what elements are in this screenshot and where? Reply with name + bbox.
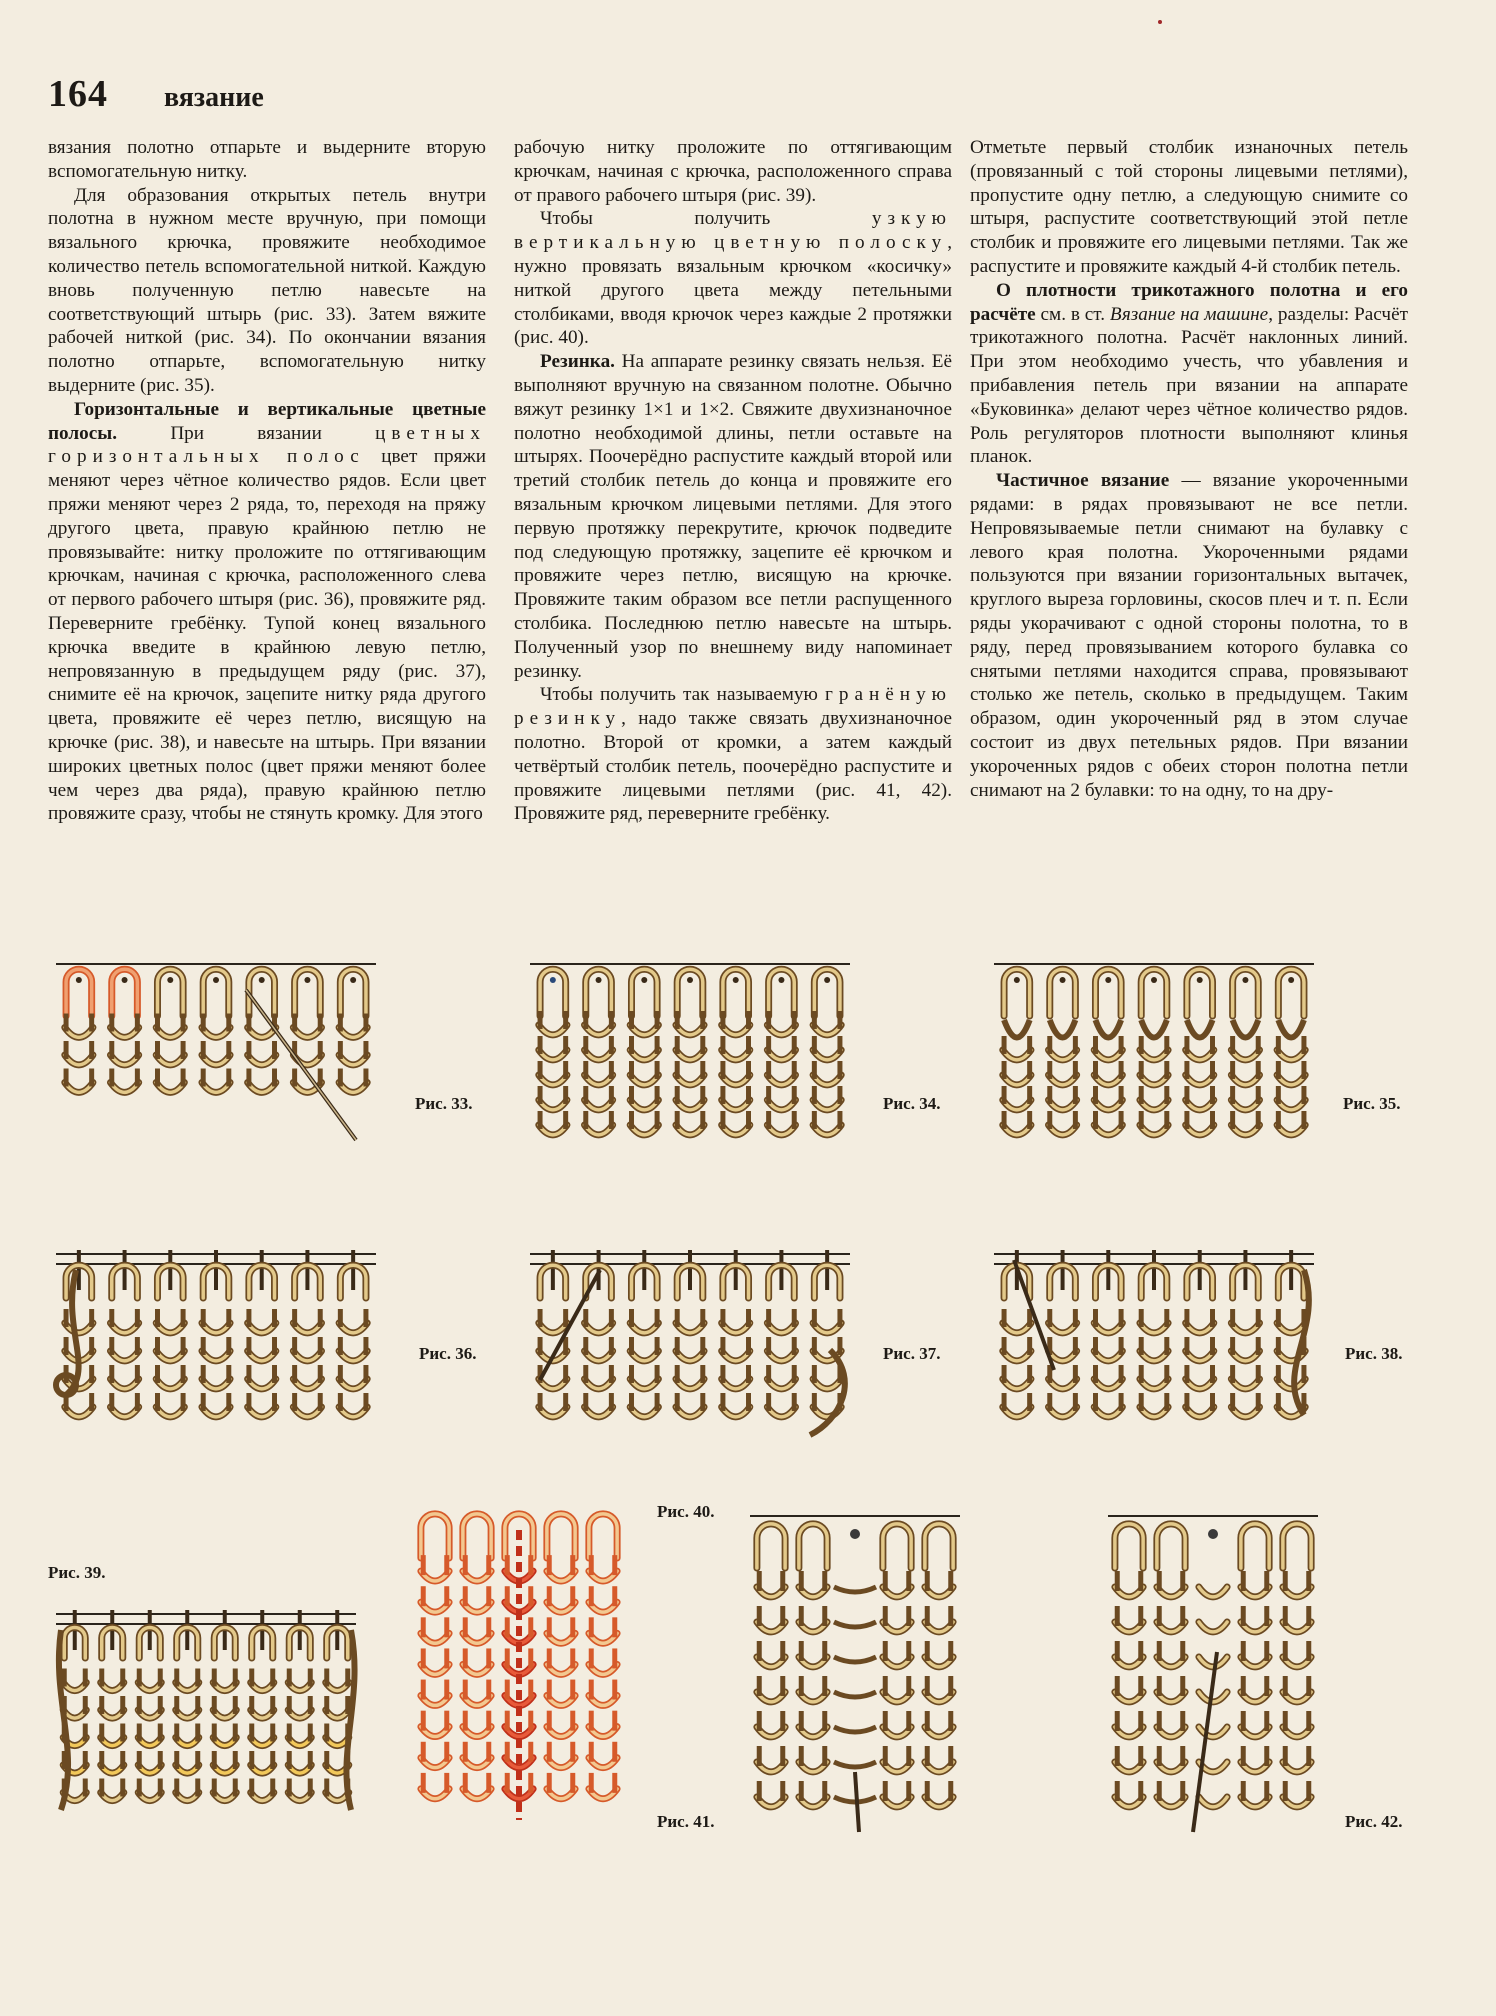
comb-pin [688,1250,692,1290]
needle-pin [1060,977,1066,983]
knitting-illustration-38 [994,1250,1314,1445]
figure-37 [530,1250,850,1445]
comb-pin [1289,1250,1293,1290]
page-number: 164 [48,73,108,115]
ladder-strand [834,1622,876,1627]
comb-pin [734,1250,738,1290]
top-stitch-loop [1233,969,1259,1016]
needle-pin [213,977,219,983]
paragraph-heading: О плотности трикотажного полотна и его расчёте [970,279,1408,325]
caption-fig-37: Рис. 37. [883,1344,941,1363]
cross-reference: Вязание на машине [1109,303,1269,325]
knitting-illustration-37 [530,1250,850,1445]
open-loop [1233,1020,1259,1038]
paragraph: Отметьте первый столбик изнаночных петель (провязанный с той стороны лицевыми петлями), пропустите одну петлю, а следующую снимите со штыря, распустите соответствующий этой петле столбик и провяжите его лицевыми петлями. Так же распустите и провяжите каждый 4-й столбик петель. [970,137,1408,277]
top-stitch-loop [1050,969,1076,1016]
knitting-illustration-42 [1108,1512,1318,1842]
open-loop [1278,1020,1304,1038]
paragraph [514,207,952,350]
paragraph [970,469,1408,802]
comb-pin [825,1250,829,1290]
paragraph-text: цвет пряжи меняют через чётное количество рядов. Если цвет пряжи меняют через 2 ряда, то, переходя на пряжу другого цвета, правую крайнюю петлю не провязывайте: нитку проложите по оттягивающим крючкам, начиная с крючка, расположенного слева от первого рабочего штыря (рис. 36), провяжите ряд. Переверните гребёнку. Тупой конец вязального крючка введите в крайнюю левую петлю, непровязанную в предыдущем ряду (рис. 37), снимите её на крючок, зацепите нитку ряда другого цвета, провяжите её через петлю, висящую на крючке (рис. 38), и навесьте на штырь. При вязании широких цветных полос (цвет пряжи меняют более чем через два ряда), правую крайнюю петлю провяжите сразу, чтобы не стянуть кромку. Для этого [48,446,486,825]
knitting-illustration-34 [530,960,850,1160]
spaced-term: цветных горизонтальных полос [48,422,486,468]
needle-pin [687,977,693,983]
spaced-term: гранёную резинку [514,684,952,730]
spaced-term: узкую вертикальную цветную полоску [514,208,952,254]
figure-39 [56,1610,356,1830]
paragraph-heading: Горизонтальные и вертикальные цветные полосы. [48,398,486,444]
needle-pin [1197,977,1203,983]
needle-pin [1151,977,1157,983]
needle-pin [733,977,739,983]
top-stitch-loop [1141,969,1167,1016]
section-title: вязание [164,82,264,113]
ladder-strand [834,1657,876,1662]
paragraph-text: При вязании [117,422,376,444]
comb-pin [168,1250,172,1290]
ladder-strand [834,1692,876,1697]
top-stitch-loop [112,969,138,1016]
figure-36 [56,1250,376,1445]
knitting-illustration-rib-41 [750,1512,960,1842]
top-stitch-loop [340,969,366,1016]
knitting-illustration-36 [56,1250,376,1445]
top-stitch-loop [677,969,703,1016]
caption-fig-36: Рис. 36. [419,1344,477,1363]
top-stitch-loop [814,969,840,1016]
paragraph-text: см. в ст. [1035,303,1110,325]
caption-fig-38: Рис. 38. [1345,1344,1403,1363]
print-speck [1158,20,1162,24]
comb-pin [1061,1250,1065,1290]
figure-40-41 [414,1500,624,1830]
knitting-illustration-40-41 [414,1500,624,1830]
figure-34 [530,960,850,1160]
comb-pin [77,1250,81,1290]
caption-fig-35: Рис. 35. [1343,1094,1401,1113]
text-column-1 [48,136,486,826]
paragraph-text: , надо также связать двухизнаночное полотно. Второй от кромки, а затем каждый четвёртый столбик петель, поочерёдно распустите и провяжите лицевыми петлями (рис. 41, 42). Провяжите ряд, переверните гребёнку. [514,708,952,825]
paragraph-text: Чтобы получить [540,208,872,230]
comb-pin [214,1250,218,1290]
top-stitch-loop [295,969,321,1016]
paragraph-text: , разделы: Расчёт трикотажного полотна. Расчёт наклонных линий. При этом необходимо учесть, что убавления и прибавления петель при вязании на аппарате «Буковинка» делают через чётное количество рядов. Роль регуляторов плотности выполняют клинья планок. [970,303,1408,468]
paragraph-text: — вязание укороченными рядами: в рядах провязывают не все петли. Непровязываемые петли снимают на булавку с левого края полотна. Укороченными рядами пользуются при вязании горизонтальных вытачек, круглого выреза горловины, скосов плеч и т. п. Если ряды укорачивают с одной стороны полотна, то в ряду, перед провязыванием которого булавка со снятыми петлями находится справа, провязывают столько же петель, сколько в предыдущем. Таким образом, один укороченный ряд в этом случае состоит из двух петельных рядов. При вязании укороченных рядов с обеих сторон полотна петли снимают на 2 булавки: то на одну, то на дру- [970,470,1408,801]
top-stitch-loop [1095,969,1121,1016]
text-column-2 [514,136,952,826]
needle-pin [350,977,356,983]
top-stitch-loop [66,969,92,1016]
paragraph-heading: Резинка. [540,351,615,373]
comb-pin [1243,1250,1247,1290]
top-stitch-loop [1004,969,1030,1016]
needle-pin [76,977,82,983]
ladder-strand [834,1587,876,1592]
top-stitch-loop [586,969,612,1016]
open-loop [1050,1020,1076,1038]
needle-pin [122,977,128,983]
comb-pin [551,1250,555,1290]
needle-pin [1105,977,1111,983]
knitting-illustration-35 [994,960,1314,1160]
comb-pin [1106,1250,1110,1290]
needle-pin [259,977,265,983]
paragraph: рабочую нитку проложите по оттягивающим крючкам, начиная с крючка, расположенного справа от правого рабочего штыря (рис. 39). [514,137,952,206]
comb-pin [642,1250,646,1290]
needle-pin [596,977,602,983]
caption-fig-41: Рис. 41. [657,1812,715,1831]
needle-pin [850,1529,860,1539]
crochet-hook [540,1270,600,1380]
figure-41-rib [750,1512,960,1842]
needle-pin [824,977,830,983]
paragraph [514,350,952,683]
figure-38 [994,1250,1314,1445]
comb-pin [779,1250,783,1290]
needle-pin [1288,977,1294,983]
top-stitch-loop [631,969,657,1016]
comb-pin [1152,1250,1156,1290]
top-stitch-loop [157,969,183,1016]
open-loop [1004,1020,1030,1038]
paragraph: Для образования открытых петель внутри полотна в нужном месте вручную, при помощи вязального крючка, провяжите необходимое количество петель вспомогательной ниткой. Каждую вновь полученную петлю навесьте на соответствующий штырь (рис. 33). Затем вяжите рабочей ниткой (рис. 34). По окончании вязания полотно отпарьте, вспомогательную нитку выдерните (рис. 35). [48,184,486,396]
needle-pin [1014,977,1020,983]
figure-42 [1108,1512,1318,1842]
paragraph-text: , нужно провязать вязальным крючком «косичку» ниткой другого цвета между петельными столбиками, вводя крючок через каждые 2 протяжки (рис. 40). [514,232,952,349]
figure-35 [994,960,1314,1160]
open-loop [1095,1020,1121,1038]
caption-fig-39: Рис. 39. [48,1563,106,1582]
ladder-strand [834,1762,876,1767]
paragraph-text: На аппарате резинку связать нельзя. Её выполняют вручную на связанном полотне. Обычно вяжут резинку 1×1 и 1×2. Свяжите двухизнаночное полотно необходимой длины, петли оставьте на штырях. Поочерёдно распустите каждый второй или третий столбик петель до конца и провяжите его вязальным крючком лицевыми петлями. Для этого первую протяжку перекрутите, крючок подведите под следующую протяжку, зацепите её крючком и провяжите через петлю, висящую на крючке. Провяжите таким образом все петли распущенного столбика. Последнюю петлю навесьте на штырь. Полученный узор по внешнему виду напоминает резинку. [514,351,952,682]
top-stitch-loop [540,969,566,1016]
text-column-3 [970,136,1408,802]
top-stitch-loop [1187,969,1213,1016]
needle-pin [167,977,173,983]
caption-fig-34: Рис. 34. [883,1094,941,1113]
knitting-illustration-33 [56,960,376,1150]
paragraph [48,398,486,826]
comb-pin [1198,1250,1202,1290]
needle-pin [1208,1529,1218,1539]
paragraph: вязания полотно отпарьте и выдерните вторую вспомогательную нитку. [48,137,486,182]
needle-pin [304,977,310,983]
top-stitch-loop [1278,969,1304,1016]
needle-pin [550,977,556,983]
caption-fig-42: Рис. 42. [1345,1812,1403,1831]
top-stitch-loop [769,969,795,1016]
needle-pin [641,977,647,983]
needle-pin [778,977,784,983]
paragraph [514,683,952,826]
open-loop [1187,1020,1213,1038]
comb-pin [351,1250,355,1290]
paragraph-heading: Частичное вязание [996,470,1170,492]
ladder-strand [834,1727,876,1732]
crochet-hook [855,1772,859,1832]
comb-pin [260,1250,264,1290]
caption-fig-33: Рис. 33. [415,1094,473,1113]
open-loop [1141,1020,1167,1038]
top-stitch-loop [203,969,229,1016]
knitting-illustration-39 [56,1610,356,1830]
top-stitch-loop [723,969,749,1016]
comb-pin [305,1250,309,1290]
comb-pin [123,1250,127,1290]
paragraph [970,279,1408,469]
needle-pin [1242,977,1248,983]
paragraph-text: Чтобы получить так называемую [540,684,826,706]
caption-fig-40: Рис. 40. [657,1502,715,1521]
figure-33 [56,960,376,1150]
